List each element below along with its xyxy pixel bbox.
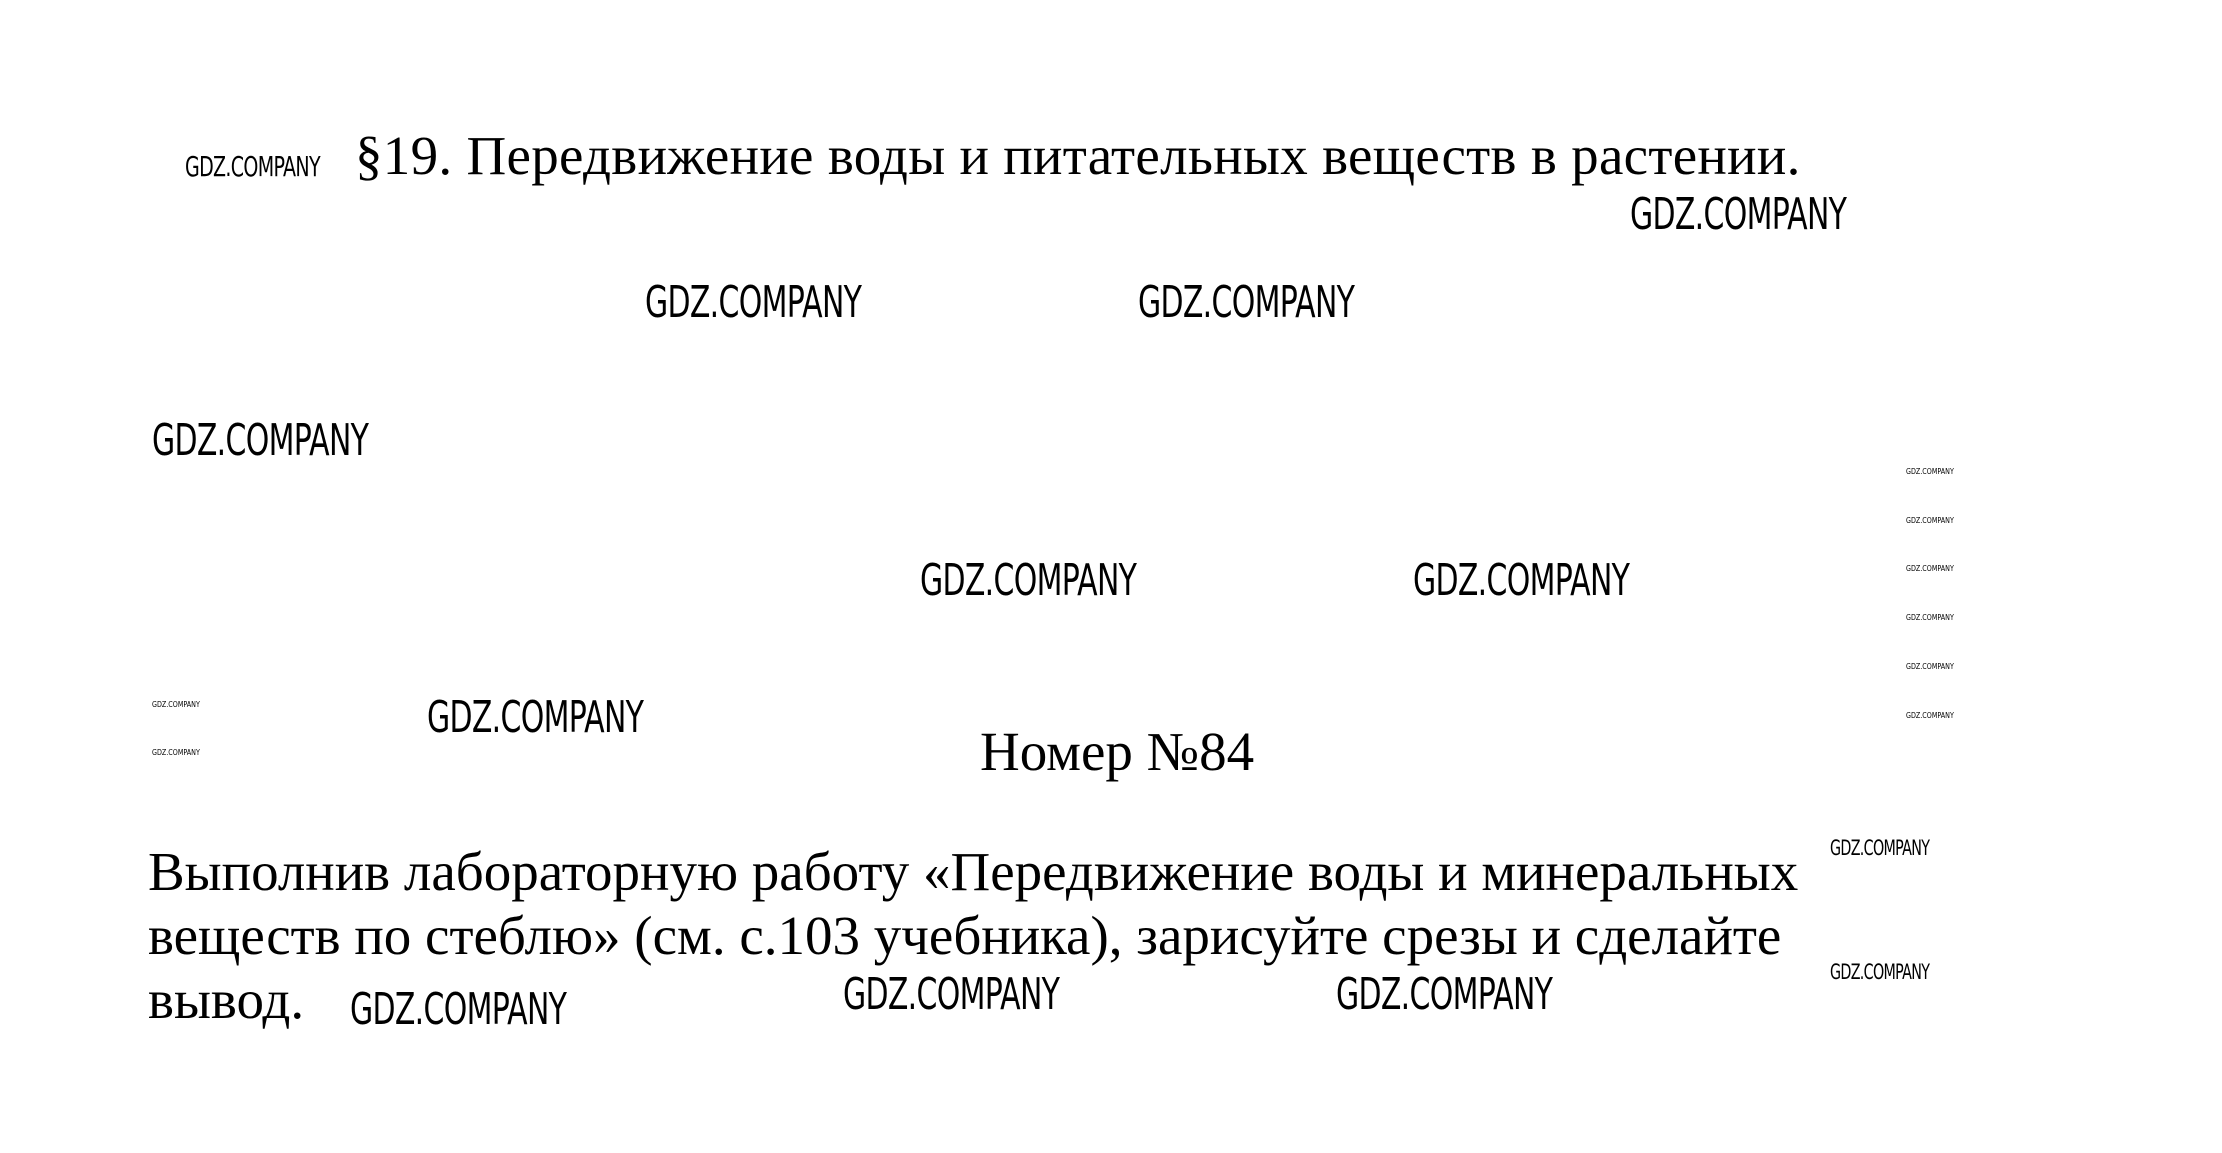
watermark: GDZ.COMPANY [152,748,200,757]
watermark: GDZ.COMPANY [920,555,1137,606]
task-text-line: Выполнив лабораторную работу «Передвижение воды и минеральных [148,841,1799,902]
watermark: GDZ.COMPANY [1906,613,1954,622]
watermark: GDZ.COMPANY [185,150,320,183]
watermark: GDZ.COMPANY [152,415,369,466]
task-text-line: веществ по стеблю» (см. с.103 учебника), зарисуйте срезы и сделайте [148,905,1782,966]
watermark: GDZ.COMPANY [645,277,862,328]
watermark: GDZ.COMPANY [152,700,200,709]
watermark: GDZ.COMPANY [1830,960,1930,984]
watermark: GDZ.COMPANY [1413,555,1630,606]
watermark: GDZ.COMPANY [1906,662,1954,671]
watermark: GDZ.COMPANY [1906,467,1954,476]
watermark: GDZ.COMPANY [843,969,1060,1020]
watermark: GDZ.COMPANY [427,692,644,743]
watermark: GDZ.COMPANY [1830,836,1930,860]
watermark: GDZ.COMPANY [1138,277,1355,328]
watermark: GDZ.COMPANY [1906,711,1954,720]
watermark: GDZ.COMPANY [1906,564,1954,573]
watermark: GDZ.COMPANY [1630,189,1847,240]
task-text-line: вывод. [148,969,305,1030]
section-heading: §19. Передвижение воды и питательных веществ в растении. [355,125,1801,186]
watermark: GDZ.COMPANY [1336,969,1553,1020]
watermark: GDZ.COMPANY [350,984,567,1035]
watermark: GDZ.COMPANY [1906,516,1954,525]
task-number: Номер №84 [980,721,1255,782]
